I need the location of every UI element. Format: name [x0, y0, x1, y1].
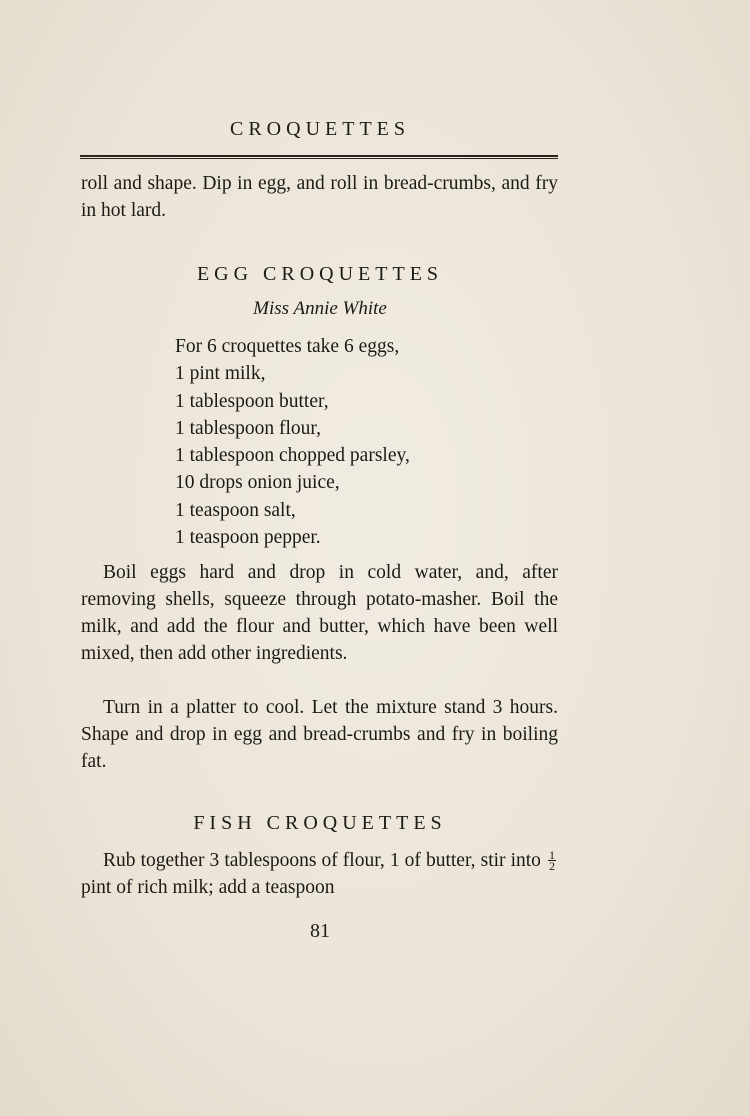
fraction-numerator: 1: [549, 848, 556, 862]
page-number: 81: [310, 920, 330, 942]
fish-text-end: pint of rich milk; add a teaspoon: [81, 877, 335, 898]
fraction-denominator: 2: [549, 859, 556, 873]
intro-paragraph: roll and shape. Dip in egg, and roll in bread-crumbs, and fry in hot lard.: [81, 173, 558, 221]
ingredient-item: 1 teaspoon pepper.: [175, 527, 321, 549]
ingredient-item: 1 tablespoon butter,: [175, 390, 329, 412]
fish-paragraph: [81, 847, 558, 901]
ingredient-item: 10 drops onion juice,: [175, 472, 340, 494]
ingredient-item: 1 teaspoon salt,: [175, 499, 296, 521]
fish-croquettes-title: FISH CROQUETTES: [193, 812, 447, 834]
method-paragraph-1: Boil eggs hard and drop in cold water, and, after removing shells, squeeze through potato-masher. Boil the milk, and add the flour and butter, which have been well mixed, then add other ingredients.: [81, 562, 558, 664]
recipe-attribution: Miss Annie White: [253, 298, 387, 319]
running-head: CROQUETTES: [230, 118, 410, 140]
ingredient-item: For 6 croquettes take 6 eggs,: [175, 336, 400, 357]
ingredient-item: 1 tablespoon flour,: [175, 417, 321, 439]
ingredient-item: 1 tablespoon chopped parsley,: [175, 445, 410, 467]
ingredient-list: [175, 333, 410, 551]
egg-croquettes-title: EGG CROQUETTES: [196, 263, 444, 285]
header-rule: [80, 155, 558, 159]
half-fraction: [548, 850, 556, 871]
ingredient-item: 1 pint milk,: [175, 363, 266, 385]
method-paragraph-2: Turn in a platter to cool. Let the mixture stand 3 hours. Shape and drop in egg and bread-crumbs and fry in boiling fat.: [81, 697, 558, 772]
fish-text-start: Rub together 3 tablespoons of flour, 1 of butter, stir into: [103, 850, 541, 871]
